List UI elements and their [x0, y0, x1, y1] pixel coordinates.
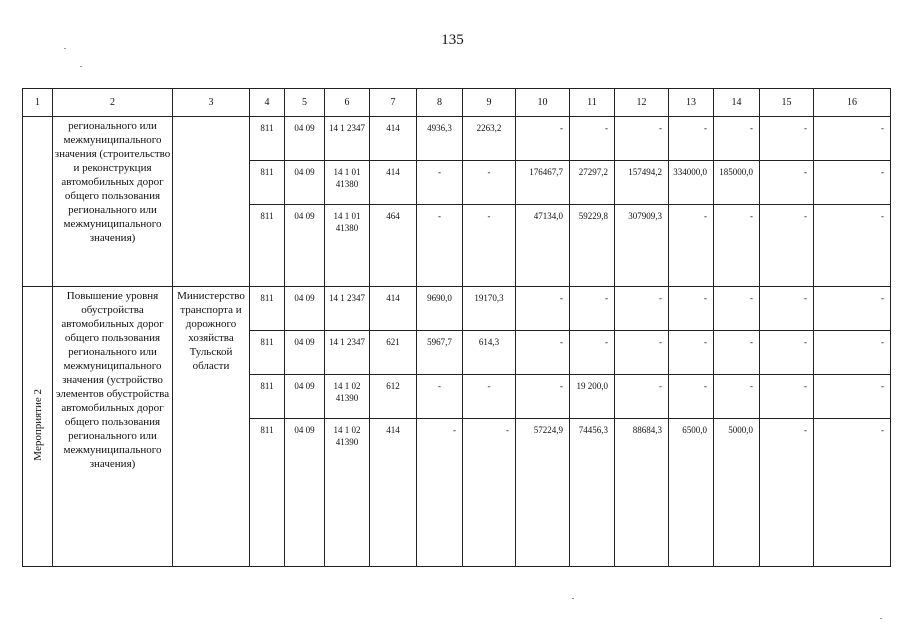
column-header: 16 — [814, 89, 891, 117]
column-header: 6 — [325, 89, 370, 117]
table-cell: - — [615, 331, 669, 375]
table-cell: - — [714, 205, 760, 287]
table-cell: - — [615, 287, 669, 331]
table-cell: 4936,3 — [417, 117, 463, 161]
table-row — [23, 287, 891, 331]
table-cell: 621 — [370, 331, 417, 375]
table-cell: - — [570, 117, 615, 161]
column-header: 1 — [23, 89, 53, 117]
table-cell: - — [417, 419, 463, 567]
table-cell: 157494,2 — [615, 161, 669, 205]
table-cell: - — [417, 205, 463, 287]
table-cell: 811 — [250, 419, 285, 567]
table-cell: - — [814, 375, 891, 419]
table-cell: - — [516, 117, 570, 161]
table-cell: - — [516, 375, 570, 419]
table-cell: - — [760, 161, 814, 205]
table-cell: - — [669, 205, 714, 287]
table-cell: 14 1 2347 — [325, 287, 370, 331]
table-cell: 9690,0 — [417, 287, 463, 331]
table-cell: - — [814, 205, 891, 287]
table-cell: - — [570, 331, 615, 375]
table-cell: 414 — [370, 117, 417, 161]
column-header: 4 — [250, 89, 285, 117]
table-cell: - — [814, 419, 891, 567]
table-cell: 811 — [250, 205, 285, 287]
table-cell: 57224,9 — [516, 419, 570, 567]
table-cell: - — [669, 331, 714, 375]
table-cell: - — [760, 419, 814, 567]
table-cell: - — [760, 287, 814, 331]
side-label-cell — [23, 287, 53, 567]
table-cell: 88684,3 — [615, 419, 669, 567]
table-cell: 185000,0 — [714, 161, 760, 205]
table-cell: - — [714, 117, 760, 161]
budget-table — [22, 88, 891, 567]
column-header: 13 — [669, 89, 714, 117]
table-cell: 5000,0 — [714, 419, 760, 567]
table-cell: - — [714, 331, 760, 375]
table-cell: 307909,3 — [615, 205, 669, 287]
table-cell: 14 1 01 41380 — [325, 161, 370, 205]
table-cell: - — [760, 375, 814, 419]
measure-description: Повышение уровня обустройства автомобильных дорог общего пользования регионального или межмуниципального значения (устройство элементов обустройства автомобильных дорог общего пользования регионального или межмуниципального значения) — [53, 287, 173, 567]
column-header: 14 — [714, 89, 760, 117]
table-cell: 6500,0 — [669, 419, 714, 567]
table-cell: 14 1 01 41380 — [325, 205, 370, 287]
column-header: 12 — [615, 89, 669, 117]
table-cell: - — [463, 161, 516, 205]
column-header: 2 — [53, 89, 173, 117]
table-cell: - — [615, 117, 669, 161]
table-cell: 04 09 — [285, 375, 325, 419]
table-cell: - — [814, 331, 891, 375]
table-cell: - — [760, 117, 814, 161]
table-cell: - — [463, 419, 516, 567]
table-cell: - — [516, 331, 570, 375]
measure-side-label: Мероприятие 2 — [31, 389, 44, 461]
table-cell: - — [615, 375, 669, 419]
table-cell: - — [463, 375, 516, 419]
table-cell: - — [760, 205, 814, 287]
table-cell: 19170,3 — [463, 287, 516, 331]
table-cell: 47134,0 — [516, 205, 570, 287]
table-cell: 334000,0 — [669, 161, 714, 205]
scan-speck — [572, 598, 574, 599]
table-cell: 19 200,0 — [570, 375, 615, 419]
table-row — [23, 117, 891, 161]
table-cell: 811 — [250, 287, 285, 331]
scan-speck — [80, 66, 82, 67]
column-header: 10 — [516, 89, 570, 117]
table-cell: 14 1 02 41390 — [325, 419, 370, 567]
table-cell: 811 — [250, 331, 285, 375]
table-cell: 811 — [250, 161, 285, 205]
table-cell: 04 09 — [285, 287, 325, 331]
table-cell: 04 09 — [285, 205, 325, 287]
page-number: 135 — [441, 32, 464, 48]
table-cell: - — [417, 375, 463, 419]
table-cell: 04 09 — [285, 161, 325, 205]
table-cell: - — [760, 331, 814, 375]
table-cell: 5967,7 — [417, 331, 463, 375]
table-cell: 04 09 — [285, 331, 325, 375]
table-cell: - — [516, 287, 570, 331]
column-header: 9 — [463, 89, 516, 117]
table-cell: - — [570, 287, 615, 331]
table-cell: - — [714, 375, 760, 419]
table-cell: 04 09 — [285, 419, 325, 567]
column-header: 3 — [173, 89, 250, 117]
table-cell: 414 — [370, 161, 417, 205]
table-cell: - — [669, 117, 714, 161]
column-header: 5 — [285, 89, 325, 117]
side-label-cell — [23, 117, 53, 287]
column-header: 15 — [760, 89, 814, 117]
table-cell: 414 — [370, 287, 417, 331]
table-cell: - — [463, 205, 516, 287]
table-cell: - — [669, 375, 714, 419]
column-header: 7 — [370, 89, 417, 117]
scan-speck — [880, 618, 882, 619]
table-cell: 14 1 02 41390 — [325, 375, 370, 419]
table-cell: 27297,2 — [570, 161, 615, 205]
table-cell: - — [669, 287, 714, 331]
table-cell: - — [814, 117, 891, 161]
table-cell: 2263,2 — [463, 117, 516, 161]
table-cell: 14 1 2347 — [325, 331, 370, 375]
organization-cell — [173, 117, 250, 287]
table-cell: 04 09 — [285, 117, 325, 161]
table-cell: 464 — [370, 205, 417, 287]
header-row — [23, 89, 891, 117]
table-cell: 74456,3 — [570, 419, 615, 567]
table-cell: 811 — [250, 117, 285, 161]
scan-speck — [64, 48, 66, 49]
responsible-organization: Министерство транспорта и дорожного хозяйства Тульской области — [173, 287, 250, 567]
column-header: 11 — [570, 89, 615, 117]
table-cell: 612 — [370, 375, 417, 419]
table-cell: 14 1 2347 — [325, 117, 370, 161]
table-cell: - — [714, 287, 760, 331]
table-cell: 176467,7 — [516, 161, 570, 205]
table-cell: 59229,8 — [570, 205, 615, 287]
table-cell: - — [814, 287, 891, 331]
measure-description: регионального или межмуниципального значения (строительство и реконструкция автомобильных дорог общего пользования регионального или межмуниципального значения) — [53, 117, 173, 287]
column-header: 8 — [417, 89, 463, 117]
table-cell: - — [814, 161, 891, 205]
table-cell: 614,3 — [463, 331, 516, 375]
table-cell: 811 — [250, 375, 285, 419]
table-cell: 414 — [370, 419, 417, 567]
table-cell: - — [417, 161, 463, 205]
